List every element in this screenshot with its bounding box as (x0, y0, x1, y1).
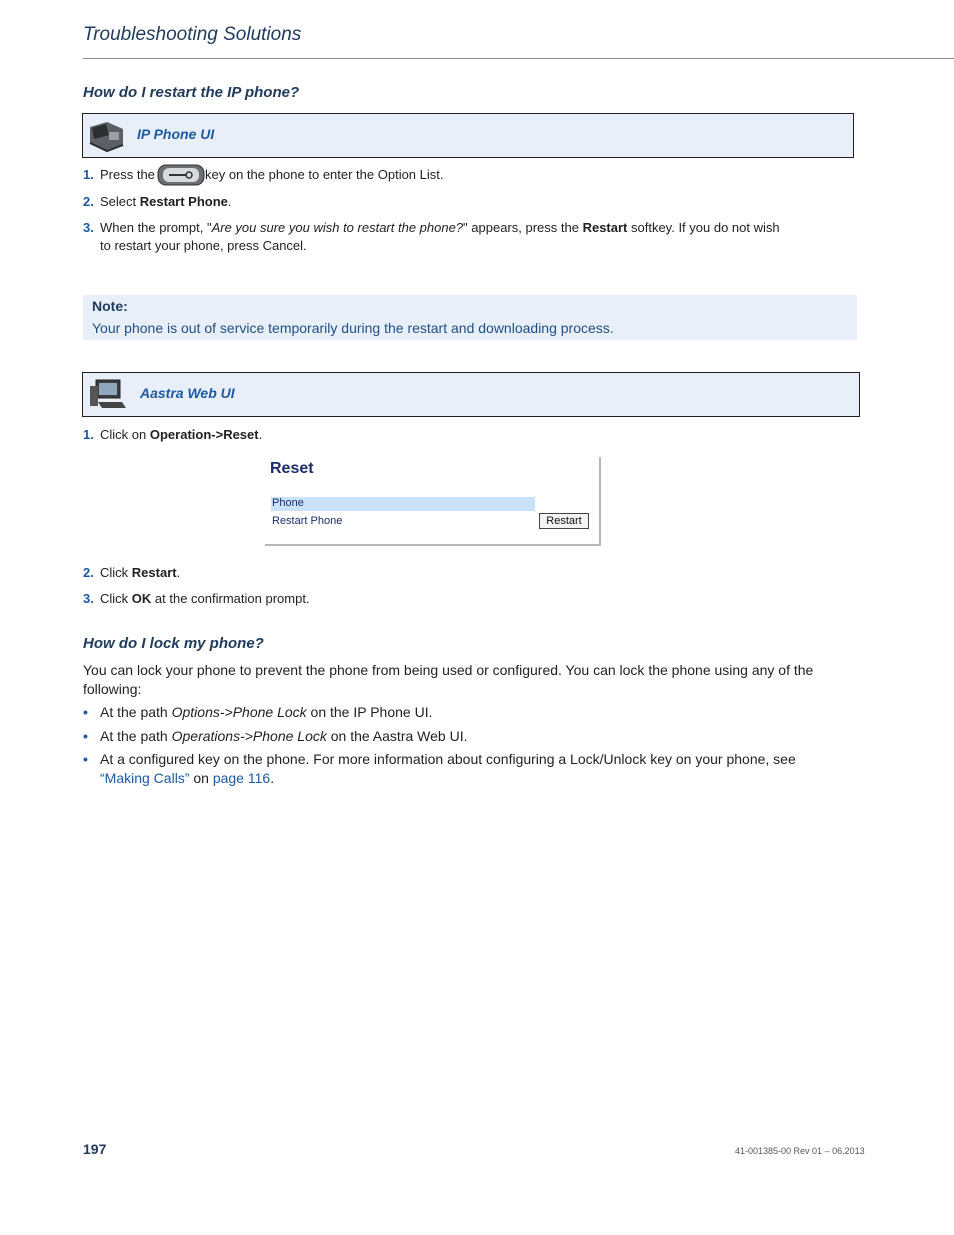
step-text: " appears, press the (463, 220, 579, 235)
step-bold: Operation->Reset (149, 427, 259, 442)
step-text: to restart your phone, press Cancel. (100, 238, 307, 253)
step-text: at the confirmation prompt. (154, 591, 310, 606)
bullet-text: At a configured key on the phone. For more information about configuring a Lock/Unlock key on your phone, see (100, 751, 796, 767)
lock-heading: How do I lock my phone? (83, 635, 264, 652)
lock-intro-line: following: (83, 681, 142, 697)
header-rule (83, 58, 954, 59)
options-key-icon (157, 164, 205, 186)
bullet-2 (83, 727, 863, 747)
bullet-1 (83, 703, 863, 723)
step-bold: Restart (582, 220, 628, 235)
bullet-3 (83, 750, 873, 790)
step-text: . (227, 194, 232, 209)
desk-phone-icon (87, 119, 127, 153)
step-2 (83, 193, 843, 213)
step-bold: Restart (131, 565, 177, 580)
lock-intro-line: You can lock your phone to prevent the phone from being used or configured. You can lock the phone using any of the (83, 662, 814, 678)
step-number: 2. (83, 565, 94, 580)
bullet-dot: • (83, 704, 88, 720)
reset-title: Reset (270, 460, 314, 477)
web-step-1 (83, 426, 843, 446)
bullet-text: . (270, 770, 275, 786)
step-bold: Restart Phone (139, 194, 228, 209)
bullet-dot: • (83, 751, 88, 767)
step-text: When the prompt, " (100, 220, 212, 235)
step-text: Click (100, 565, 129, 580)
aastra-web-ui-label: Aastra Web UI (140, 385, 235, 401)
running-header: Troubleshooting Solutions (83, 24, 302, 45)
note-box (83, 295, 857, 340)
step-text: softkey. If you do not wish (631, 220, 780, 235)
step-number: 3. (83, 591, 94, 606)
ip-phone-ui-box (82, 113, 854, 158)
page-number: 197 (83, 1141, 107, 1157)
web-step-3 (83, 590, 843, 610)
step-3 (83, 219, 843, 259)
step-number: 3. (83, 220, 94, 235)
restart-phone-label: Restart Phone (272, 515, 343, 527)
bullet-dot: • (83, 728, 88, 744)
bullet-text: on the IP Phone UI. (310, 704, 433, 720)
page-116-link[interactable]: page 116 (212, 770, 271, 786)
phone-section-label: Phone (272, 497, 304, 509)
restart-button[interactable]: Restart (539, 513, 589, 529)
step-number: 1. (83, 167, 94, 182)
step-text: . (176, 565, 181, 580)
note-body: Your phone is out of service temporarily during the restart and downloading process. (92, 320, 614, 336)
restart-heading: How do I restart the IP phone? (83, 84, 300, 101)
making-calls-link[interactable]: “Making Calls” (100, 770, 190, 786)
bullet-text: on the Aastra Web UI. (330, 728, 468, 744)
step-1 (83, 166, 843, 186)
step-number: 1. (83, 427, 94, 442)
step-text: Click (100, 591, 129, 606)
aastra-web-ui-box (82, 372, 860, 417)
web-step-2 (83, 564, 843, 584)
step-text: Press the (100, 167, 155, 182)
phone-section-bar (271, 497, 535, 511)
step-italic: Are you sure you wish to restart the phone? (211, 220, 464, 235)
ip-phone-ui-label: IP Phone UI (137, 126, 215, 142)
note-title: Note: (92, 298, 128, 314)
bullet-text: At the path (100, 704, 168, 720)
bullet-italic: Options->Phone Lock (171, 704, 307, 720)
step-text: Select (100, 194, 137, 209)
reset-screenshot (265, 457, 601, 546)
bullet-italic: Operations->Phone Lock (171, 728, 327, 744)
step-text: key on the phone to enter the Option List. (205, 167, 444, 182)
lock-intro (83, 661, 863, 699)
step-bold: OK (131, 591, 152, 606)
bullet-text: At the path (100, 728, 168, 744)
step-text: . (258, 427, 263, 442)
computer-icon (88, 378, 128, 412)
bullet-text: on (193, 770, 209, 786)
step-text: Click on (100, 427, 147, 442)
document-id: 41-001385-00 Rev 01 – 06.2013 (735, 1146, 865, 1156)
step-number: 2. (83, 194, 94, 209)
